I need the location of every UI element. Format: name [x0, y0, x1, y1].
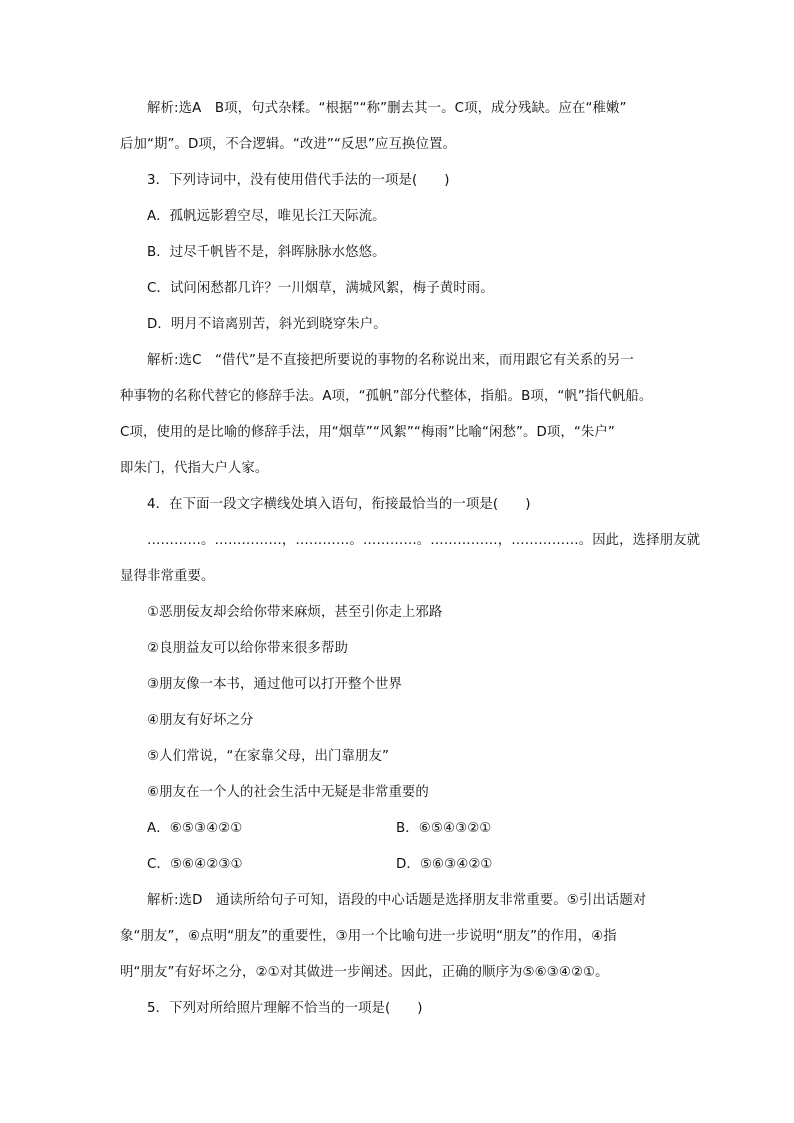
question-5-stem: 5．下列对所给照片理解不恰当的一项是( )	[147, 1001, 423, 1016]
question-3-option-b: B．过尽千帆皆不是，斜晖脉脉水悠悠。	[147, 245, 386, 260]
question-4-sentence-3: ③朋友像一本书，通过他可以打开整个世界	[147, 677, 402, 692]
question-4-sentence-5: ⑤人们常说，“在家靠父母，出门靠朋友”	[147, 749, 390, 764]
question-4-blank-line-2: 显得非常重要。	[120, 569, 215, 584]
question-3-answer-line-3: C项，使用的是比喻的修辞手法，用“烟草”“风絮”“梅雨”比喻“闲愁”。D项，“朱户”	[120, 425, 615, 440]
question-3-answer-line-2: 种事物的名称代替它的修辞手法。A项，“孤帆”部分代整体，指船。B项，“帆”指代帆船。	[120, 389, 653, 404]
question-4-answer-line-3: 明“朋友”有好坏之分，②①对其做进一步阐述。因此，正确的顺序为⑤⑥③④②①。	[120, 965, 609, 980]
question-4-sentence-2: ②良朋益友可以给你带来很多帮助	[147, 641, 348, 656]
question-3-option-d: D．明月不谙离别苦，斜光到晓穿朱户。	[147, 317, 387, 332]
question-3-answer-line-1: 解析:选C “借代”是不直接把所要说的事物的名称说出来，而用跟它有关系的另一	[147, 353, 634, 368]
question-4-answer-line-2: 象“朋友”，⑥点明“朋友”的重要性，③用一个比喻句进一步说明“朋友”的作用，④指	[120, 929, 617, 944]
question-4-blank-line-1: …………。……………，…………。…………。……………，……………。因此，选择朋友就	[147, 533, 701, 548]
question-4-sentence-6: ⑥朋友在一个人的社会生活中无疑是非常重要的	[147, 785, 429, 800]
question-4-option-d: D．⑤⑥③④②①	[396, 857, 493, 872]
question-4-sentence-1: ①恶朋佞友却会给你带来麻烦，甚至引你走上邪路	[147, 605, 443, 620]
prev-answer-line-2: 后加“期”。D项，不合逻辑。“改进”“反思”应互换位置。	[120, 137, 456, 152]
question-4-answer-line-1: 解析:选D 通读所给句子可知，语段的中心话题是选择朋友非常重要。⑤引出话题对	[147, 893, 647, 908]
question-3-answer-line-4: 即朱门，代指大户人家。	[120, 461, 269, 476]
question-4-option-c: C．⑤⑥④②③①	[147, 857, 243, 872]
question-3-stem: 3．下列诗词中，没有使用借代手法的一项是( )	[147, 173, 450, 188]
question-4-sentence-4: ④朋友有好坏之分	[147, 713, 254, 728]
question-4-stem: 4．在下面一段文字横线处填入语句，衔接最恰当的一项是( )	[147, 497, 531, 512]
prev-answer-line-1: 解析:选A B项，句式杂糅。“根据”“称”删去其一。C项，成分残缺。应在“稚嫩”	[147, 101, 627, 116]
question-3-option-a: A．孤帆远影碧空尽，唯见长江天际流。	[147, 209, 386, 224]
question-3-option-c: C．试问闲愁都几许？一川烟草，满城风絮，梅子黄时雨。	[147, 281, 494, 296]
question-4-option-b: B．⑥⑤④③②①	[396, 821, 492, 836]
question-4-option-a: A．⑥⑤③④②①	[147, 821, 243, 836]
